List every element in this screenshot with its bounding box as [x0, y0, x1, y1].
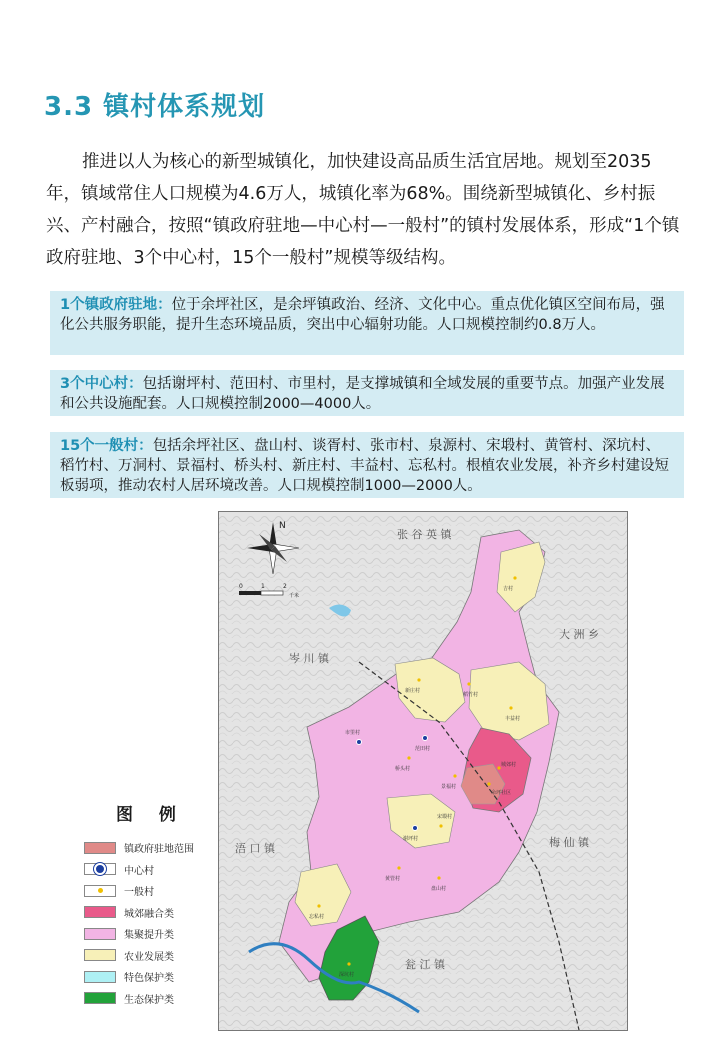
- legend-swatch: [84, 971, 116, 983]
- village-system-map: [218, 511, 628, 1031]
- legend-label: 中心村: [124, 865, 154, 877]
- village-label: 深坑村: [339, 972, 355, 978]
- village-label: 吉村: [503, 586, 514, 592]
- legend-item: [84, 923, 214, 945]
- village-label: 忘私村: [309, 914, 325, 920]
- label-zhanggu: 张 谷 英 镇: [397, 528, 452, 541]
- village-label: 新庄村: [405, 688, 421, 694]
- legend-swatch: [84, 928, 116, 940]
- legend-swatch: [84, 842, 116, 854]
- legend-item: [84, 966, 214, 988]
- scale-unit: 千米: [289, 593, 300, 599]
- scale-tick: 0: [239, 583, 243, 590]
- label-cenchuan: 岑 川 镇: [289, 652, 329, 665]
- legend-swatch: [84, 949, 116, 961]
- village-label: 稻竹村: [463, 692, 479, 698]
- info-box-lead: 3个中心村：: [60, 376, 143, 392]
- legend-title: 图 例: [116, 805, 186, 825]
- legend-label: 集聚提升类: [124, 930, 174, 942]
- info-box-center-villages: [50, 370, 684, 416]
- info-box-town-seat: [50, 291, 684, 355]
- label-meixian: 梅 仙 镇: [549, 836, 589, 849]
- legend-swatch: [84, 992, 116, 1004]
- info-box-text: 包括谢坪村、范田村、市里村，是支撑城镇和全域发展的重要节点。加强产业发展和公共设施配套。人口规模控制2000—4000人。: [60, 376, 665, 412]
- info-box-text: 位于余坪社区，是余坪镇政治、经济、文化中心。重点优化镇区空间布局，强化公共服务职能，提升生态环境品质，突出中心辐射功能。人口规模控制约0.8万人。: [60, 297, 665, 333]
- scale-tick: 2: [283, 583, 287, 590]
- legend-label: 一般村: [124, 887, 154, 899]
- legend-item: [84, 859, 214, 881]
- label-yunjiang: 瓮 江 镇: [405, 958, 445, 971]
- legend-item: [84, 902, 214, 924]
- map-legend: [84, 800, 214, 1009]
- intro-paragraph: 推进以人为核心的新型城镇化，加快建设高品质生活宜居地。规划至2035年，镇域常住人口规模为4.6万人，城镇化率为68%。围绕新型城镇化、乡村振兴、产村融合，按照“镇政府驻地—中心村—一般村”的镇村发展体系，形成“1个镇政府驻地、3个中心村，15个一般村”规模等级结构。: [46, 152, 680, 268]
- legend-item: [84, 988, 214, 1010]
- legend-swatch: [84, 906, 116, 918]
- legend-label: 生态保护类: [124, 994, 174, 1006]
- legend-label: 特色保护类: [124, 973, 174, 985]
- legend-label: 镇政府驻地范围: [124, 844, 194, 856]
- legend-swatch: [84, 885, 116, 897]
- village-label: 桥头村: [395, 766, 411, 772]
- village-label: 余坪社区: [491, 790, 512, 796]
- legend-item: [84, 837, 214, 859]
- label-jikou: 浯 口 镇: [235, 842, 275, 855]
- info-box-lead: 1个镇政府驻地：: [60, 297, 172, 313]
- info-box-lead: 15个一般村：: [60, 438, 153, 454]
- village-label: 谢坪村: [403, 836, 419, 842]
- village-label: 范田村: [415, 746, 431, 752]
- village-label: 景福村: [441, 784, 457, 790]
- village-label: 宋塅村: [437, 814, 453, 820]
- scale-tick: 1: [261, 583, 265, 590]
- legend-item: [84, 880, 214, 902]
- info-box-text: 包括余坪社区、盘山村、谈胥村、张市村、泉源村、宋塅村、黄管村、深坑村、稻竹村、万洞村、景福村、桥头村、新庄村、丰益村、忘私村。根植农业发展，补齐乡村建设短板弱项，推动农村人居环境改善。人口规模控制1000—2000人。: [60, 438, 669, 494]
- section-title: 3.3 镇村体系规划: [44, 92, 266, 122]
- legend-label: 城郊融合类: [124, 908, 174, 920]
- map-svg: [219, 512, 627, 1030]
- label-dazhou: 大 洲 乡: [559, 628, 599, 641]
- legend-swatch: [84, 863, 116, 875]
- village-label: 丰益村: [505, 716, 521, 722]
- legend-label: 农业发展类: [124, 951, 174, 963]
- village-label: 盘山村: [431, 886, 447, 892]
- info-box-general-villages: [50, 432, 684, 498]
- village-label: 黄管村: [385, 876, 401, 882]
- legend-item: [84, 945, 214, 967]
- village-label: 城郊村: [501, 762, 517, 768]
- north-label: N: [279, 521, 286, 531]
- village-label: 市里村: [345, 730, 361, 736]
